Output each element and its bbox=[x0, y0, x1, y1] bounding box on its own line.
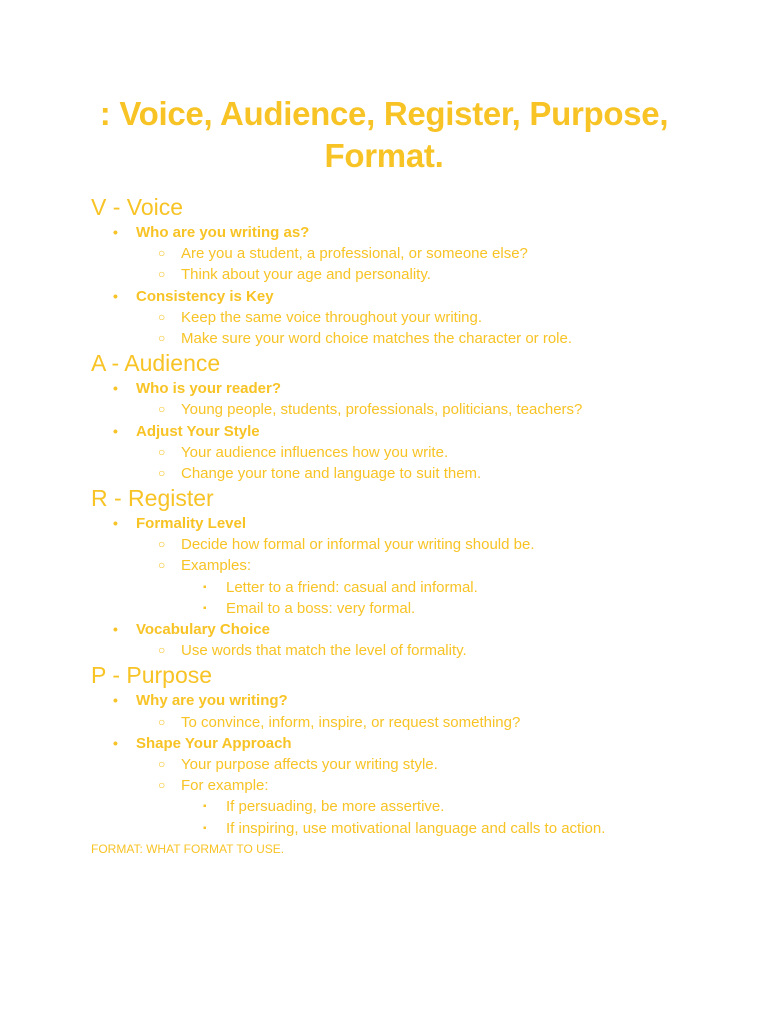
purpose-list bbox=[91, 690, 731, 838]
list-item-label: Shape Your Approach bbox=[136, 734, 292, 752]
list-item-label: Who is your reader? bbox=[136, 380, 282, 398]
list-item-text: Are you a student, a professional, or someone else? bbox=[181, 245, 528, 263]
list-item bbox=[91, 818, 731, 839]
list-item-text: Young people, students, professionals, politicians, teachers? bbox=[181, 401, 583, 419]
list-item bbox=[91, 222, 731, 243]
list-item-text: Keep the same voice throughout your writing. bbox=[181, 308, 483, 326]
square-bullet-icon: ▪ bbox=[203, 822, 207, 834]
list-item bbox=[91, 264, 731, 285]
bullet-icon: • bbox=[113, 287, 118, 304]
section-heading-purpose: P - Purpose bbox=[91, 662, 213, 689]
format-note: FORMAT: WHAT FORMAT TO USE. bbox=[91, 841, 285, 856]
list-item bbox=[91, 577, 731, 598]
section-heading-audience: A - Audience bbox=[91, 350, 221, 377]
list-item-text: Use words that match the level of formality. bbox=[181, 642, 467, 660]
list-item bbox=[91, 754, 731, 775]
list-item bbox=[91, 640, 731, 661]
audience-list bbox=[91, 378, 731, 484]
list-item-text: Your audience influences how you write. bbox=[181, 443, 449, 461]
register-list bbox=[91, 513, 731, 661]
section-purpose bbox=[91, 661, 731, 838]
list-item-text: Letter to a friend: casual and informal. bbox=[226, 578, 478, 596]
list-item-text: Think about your age and personality. bbox=[181, 266, 431, 284]
list-item bbox=[91, 690, 731, 711]
list-item bbox=[91, 796, 731, 817]
list-item-label: Why are you writing? bbox=[136, 692, 288, 710]
square-bullet-icon: ▪ bbox=[203, 801, 207, 813]
list-item bbox=[91, 421, 731, 442]
circle-bullet-icon: ○ bbox=[158, 714, 166, 729]
circle-bullet-icon: ○ bbox=[158, 778, 166, 793]
list-item bbox=[91, 555, 731, 576]
list-item bbox=[91, 619, 731, 640]
bullet-icon: • bbox=[113, 621, 118, 637]
circle-bullet-icon: ○ bbox=[158, 330, 166, 345]
circle-bullet-icon: ○ bbox=[158, 444, 166, 459]
list-item bbox=[91, 733, 731, 754]
list-item bbox=[91, 534, 731, 555]
list-item-label: Who are you writing as? bbox=[136, 224, 310, 241]
section-audience bbox=[91, 349, 731, 484]
list-item bbox=[91, 243, 731, 264]
list-item-text: Examples: bbox=[181, 557, 252, 575]
section-heading-voice: V - Voice bbox=[91, 194, 184, 220]
circle-bullet-icon: ○ bbox=[158, 537, 166, 552]
list-item bbox=[91, 712, 731, 733]
list-item bbox=[91, 598, 731, 619]
title-line-2: Format. bbox=[324, 137, 444, 174]
title-line-1: : Voice, Audience, Register, Purpose, bbox=[99, 95, 669, 132]
section-heading-register: R - Register bbox=[91, 485, 214, 512]
list-item bbox=[91, 286, 731, 307]
circle-bullet-icon: ○ bbox=[158, 558, 166, 573]
bullet-icon: • bbox=[113, 692, 118, 709]
list-item-text: Your purpose affects your writing style. bbox=[181, 755, 438, 773]
circle-bullet-icon: ○ bbox=[158, 643, 166, 658]
list-item bbox=[91, 399, 731, 420]
list-item-label: Vocabulary Choice bbox=[136, 621, 270, 638]
circle-bullet-icon: ○ bbox=[158, 246, 166, 261]
list-item-text: Email to a boss: very formal. bbox=[226, 599, 416, 617]
list-item bbox=[91, 442, 731, 463]
circle-bullet-icon: ○ bbox=[158, 465, 166, 480]
bullet-icon: • bbox=[113, 734, 118, 751]
voice-list bbox=[91, 222, 731, 349]
list-item-text: Change your tone and language to suit them. bbox=[181, 464, 482, 482]
square-bullet-icon: ▪ bbox=[203, 581, 207, 593]
list-item bbox=[91, 328, 731, 349]
circle-bullet-icon: ○ bbox=[158, 309, 166, 324]
circle-bullet-icon: ○ bbox=[158, 267, 166, 282]
square-bullet-icon: ▪ bbox=[203, 602, 207, 614]
list-item-text: If persuading, be more assertive. bbox=[226, 798, 445, 816]
list-item-text: Decide how formal or informal your writing should be. bbox=[181, 536, 535, 554]
circle-bullet-icon: ○ bbox=[158, 402, 166, 417]
list-item bbox=[91, 513, 731, 534]
bullet-icon: • bbox=[113, 380, 118, 397]
list-item-text: Make sure your word choice matches the character or role. bbox=[181, 329, 573, 347]
list-item bbox=[91, 463, 731, 484]
bullet-icon: • bbox=[113, 224, 118, 240]
document-body bbox=[91, 193, 731, 858]
bullet-icon: • bbox=[113, 515, 118, 532]
list-item-text: If inspiring, use motivational language and calls to action. bbox=[226, 819, 606, 837]
list-item-label: Formality Level bbox=[136, 515, 247, 533]
list-item-text: To convince, inform, inspire, or request something? bbox=[181, 713, 521, 731]
list-item bbox=[91, 307, 731, 328]
list-item bbox=[91, 775, 731, 796]
list-item-label: Consistency is Key bbox=[136, 287, 274, 305]
section-register bbox=[91, 484, 731, 661]
bullet-icon: • bbox=[113, 422, 118, 439]
list-item-label: Adjust Your Style bbox=[136, 422, 260, 440]
document-title bbox=[60, 93, 708, 177]
list-item bbox=[91, 378, 731, 399]
list-item-text: For example: bbox=[181, 777, 269, 795]
circle-bullet-icon: ○ bbox=[158, 756, 166, 771]
section-voice bbox=[91, 193, 731, 349]
